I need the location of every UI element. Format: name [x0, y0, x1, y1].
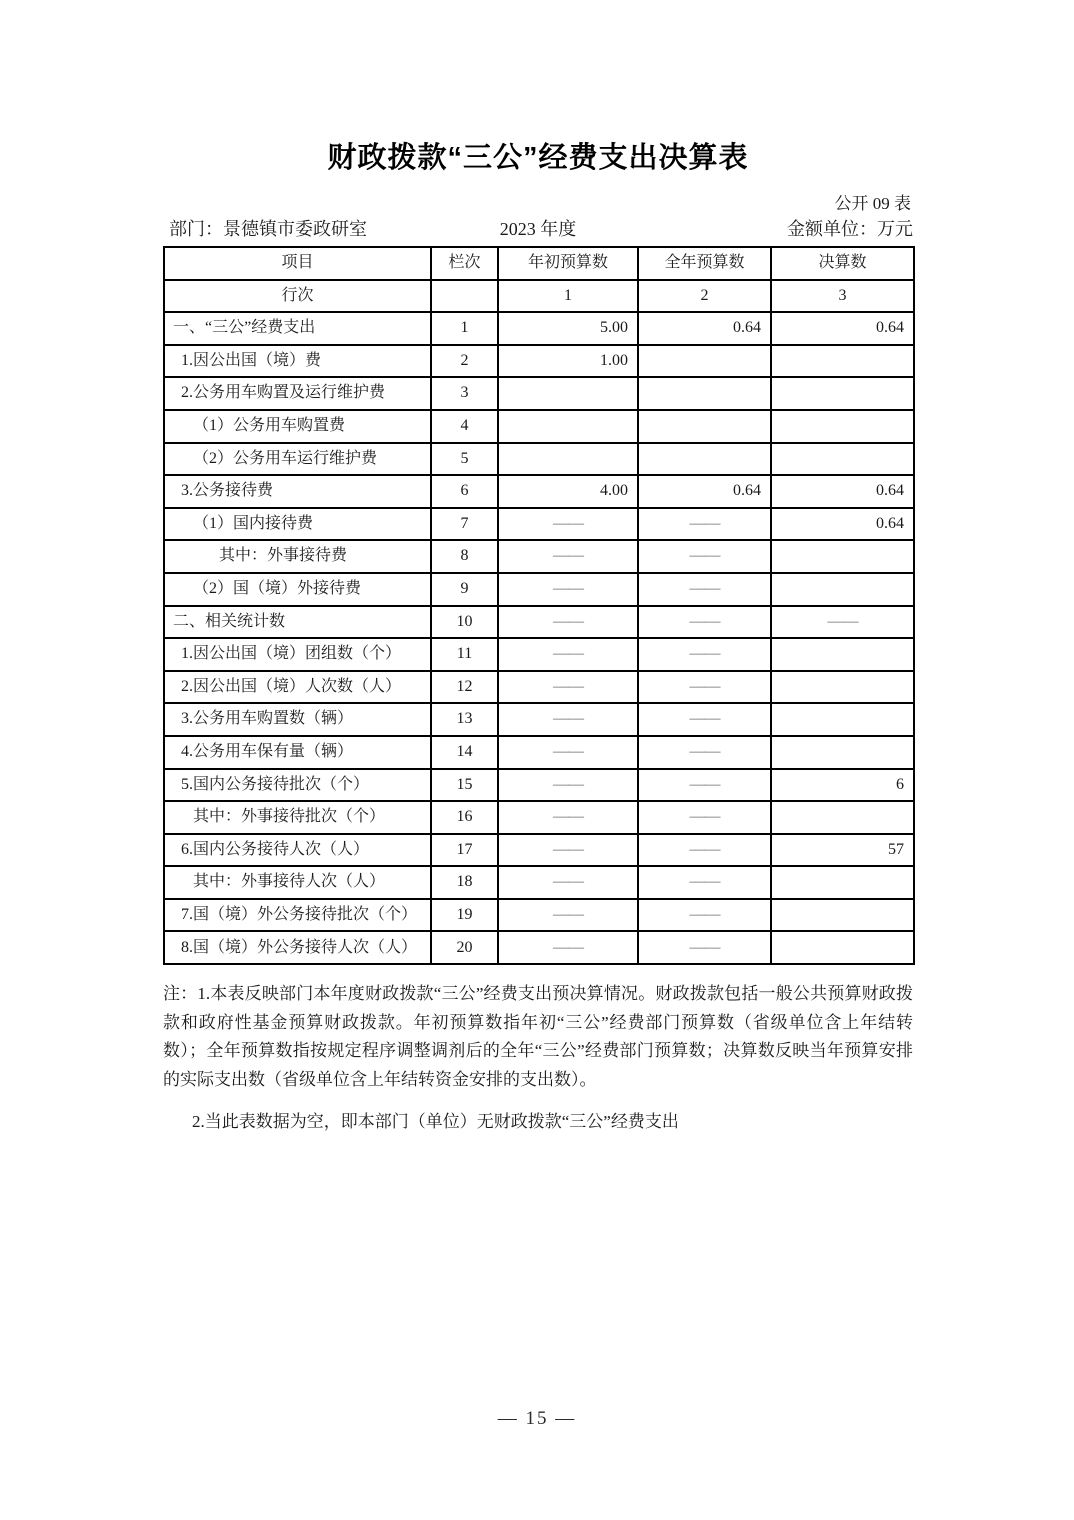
value-cell	[638, 377, 771, 410]
item-cell: 二、相关统计数	[164, 606, 431, 639]
meta-row	[163, 215, 913, 241]
item-cell: （2）公务用车运行维护费	[164, 443, 431, 476]
value-cell: 0.64	[771, 312, 914, 345]
item-cell: 一、“三公”经费支出	[164, 312, 431, 345]
table-row	[164, 801, 914, 834]
value-cell	[638, 345, 771, 378]
expense-table-head	[164, 247, 914, 312]
header-row	[164, 247, 914, 280]
expense-table	[163, 246, 915, 965]
value-cell	[498, 443, 638, 476]
line-number-cell: 7	[431, 508, 498, 541]
department-label: 部门：景德镇市委政研室	[169, 219, 367, 239]
note-1: 注：1.本表反映部门本年度财政拨款“三公”经费支出预决算情况。财政拨款包括一般公共预算财政拨款和政府性基金预算财政拨款。年初预算数指年初“三公”经费部门预算数（省级单位含上年结转数）；全年预算数指按规定程序调整调剂后的全年“三公”经费部门预算数；决算数反映当年预算安排的实际支出数（省级单位含上年结转资金安排的支出数）。	[163, 984, 913, 1089]
line-number-cell: 14	[431, 736, 498, 769]
item-cell: 2.因公出国（境）人次数（人）	[164, 671, 431, 704]
value-cell	[771, 638, 914, 671]
value-cell	[638, 410, 771, 443]
item-cell: （1）国内接待费	[164, 508, 431, 541]
value-cell: ——	[498, 508, 638, 541]
item-cell: 2.公务用车购置及运行维护费	[164, 377, 431, 410]
column-number-row	[164, 280, 914, 313]
item-cell: 其中：外事接待费	[164, 540, 431, 573]
table-row	[164, 377, 914, 410]
value-cell	[771, 410, 914, 443]
table-row	[164, 443, 914, 476]
line-number-cell: 11	[431, 638, 498, 671]
value-cell: ——	[498, 866, 638, 899]
line-number-cell: 9	[431, 573, 498, 606]
value-cell: ——	[638, 899, 771, 932]
page-title: 财政拨款“三公”经费支出决算表	[327, 142, 749, 174]
line-number-cell: 8	[431, 540, 498, 573]
value-cell: ——	[638, 540, 771, 573]
note-2: 2.当此表数据为空，即本部门（单位）无财政拨款“三公”经费支出	[192, 1112, 679, 1131]
value-cell: ——	[498, 834, 638, 867]
value-cell: ——	[498, 703, 638, 736]
value-cell: ——	[638, 834, 771, 867]
value-cell	[771, 377, 914, 410]
amount-unit-label: 金额单位：万元	[787, 219, 913, 239]
value-cell: ——	[498, 769, 638, 802]
table-row	[164, 312, 914, 345]
item-cell: 8.国（境）外公务接待人次（人）	[164, 931, 431, 964]
table-row	[164, 345, 914, 378]
table-row	[164, 508, 914, 541]
value-cell	[498, 410, 638, 443]
item-cell: 6.国内公务接待人次（人）	[164, 834, 431, 867]
value-cell	[771, 443, 914, 476]
value-cell: 57	[771, 834, 914, 867]
value-cell: ——	[498, 606, 638, 639]
value-cell	[771, 540, 914, 573]
table-row	[164, 410, 914, 443]
line-number-cell: 5	[431, 443, 498, 476]
value-cell	[771, 671, 914, 704]
value-cell	[771, 931, 914, 964]
line-number-cell: 2	[431, 345, 498, 378]
table-row	[164, 834, 914, 867]
value-cell: ——	[638, 508, 771, 541]
table-row	[164, 703, 914, 736]
value-cell	[771, 801, 914, 834]
line-number-cell: 17	[431, 834, 498, 867]
notes-section	[163, 980, 913, 1137]
value-cell	[771, 573, 914, 606]
value-cell	[498, 377, 638, 410]
value-cell: ——	[638, 638, 771, 671]
column-header: 项目	[164, 247, 431, 280]
item-cell: 其中：外事接待人次（人）	[164, 866, 431, 899]
column-header: 决算数	[771, 247, 914, 280]
item-cell: （2）国（境）外接待费	[164, 573, 431, 606]
value-cell: 5.00	[498, 312, 638, 345]
value-cell: 0.64	[771, 475, 914, 508]
empty-cell	[431, 280, 498, 313]
fiscal-year-label: 2023 年度	[499, 219, 577, 239]
value-cell: ——	[498, 736, 638, 769]
item-cell: （1）公务用车购置费	[164, 410, 431, 443]
value-cell: ——	[498, 540, 638, 573]
value-cell: ——	[498, 801, 638, 834]
item-cell: 3.公务用车购置数（辆）	[164, 703, 431, 736]
value-cell: ——	[638, 736, 771, 769]
table-row	[164, 638, 914, 671]
table-row	[164, 736, 914, 769]
value-cell: 0.64	[771, 508, 914, 541]
table-row	[164, 540, 914, 573]
item-cell: 1.因公出国（境）费	[164, 345, 431, 378]
expense-table-body	[164, 312, 914, 964]
value-cell: ——	[771, 606, 914, 639]
value-cell: 6	[771, 769, 914, 802]
value-cell	[771, 345, 914, 378]
item-cell: 1.因公出国（境）团组数（个）	[164, 638, 431, 671]
row-label-header: 行次	[164, 280, 431, 313]
table-row	[164, 899, 914, 932]
column-header: 全年预算数	[638, 247, 771, 280]
line-number-cell: 1	[431, 312, 498, 345]
table-row	[164, 606, 914, 639]
table-row	[164, 931, 914, 964]
value-cell: ——	[638, 801, 771, 834]
value-cell: 0.64	[638, 312, 771, 345]
value-cell: ——	[638, 573, 771, 606]
line-number-cell: 13	[431, 703, 498, 736]
line-number-cell: 15	[431, 769, 498, 802]
value-cell	[771, 866, 914, 899]
line-number-cell: 10	[431, 606, 498, 639]
value-cell: 1.00	[498, 345, 638, 378]
value-cell: ——	[498, 573, 638, 606]
table-row	[164, 475, 914, 508]
value-cell	[771, 703, 914, 736]
value-cell	[638, 443, 771, 476]
table-row	[164, 866, 914, 899]
table-row	[164, 573, 914, 606]
value-cell: ——	[638, 703, 771, 736]
page-number: — 15 —	[497, 1408, 577, 1429]
table-row	[164, 671, 914, 704]
line-number-cell: 18	[431, 866, 498, 899]
value-cell: 4.00	[498, 475, 638, 508]
column-number-cell: 3	[771, 280, 914, 313]
value-cell	[771, 736, 914, 769]
item-cell: 3.公务接待费	[164, 475, 431, 508]
value-cell: ——	[498, 671, 638, 704]
value-cell: ——	[498, 899, 638, 932]
item-cell: 其中：外事接待批次（个）	[164, 801, 431, 834]
value-cell: ——	[638, 931, 771, 964]
table-row	[164, 769, 914, 802]
line-number-cell: 6	[431, 475, 498, 508]
value-cell: 0.64	[638, 475, 771, 508]
column-header: 栏次	[431, 247, 498, 280]
column-number-cell: 2	[638, 280, 771, 313]
value-cell: ——	[498, 931, 638, 964]
item-cell: 7.国（境）外公务接待批次（个）	[164, 899, 431, 932]
line-number-cell: 12	[431, 671, 498, 704]
line-number-cell: 4	[431, 410, 498, 443]
line-number-cell: 20	[431, 931, 498, 964]
column-header: 年初预算数	[498, 247, 638, 280]
column-number-cell: 1	[498, 280, 638, 313]
value-cell: ——	[638, 769, 771, 802]
line-number-cell: 16	[431, 801, 498, 834]
value-cell: ——	[638, 866, 771, 899]
value-cell: ——	[638, 671, 771, 704]
line-number-cell: 3	[431, 377, 498, 410]
value-cell: ——	[638, 606, 771, 639]
value-cell: ——	[498, 638, 638, 671]
item-cell: 4.公务用车保有量（辆）	[164, 736, 431, 769]
value-cell	[771, 899, 914, 932]
item-cell: 5.国内公务接待批次（个）	[164, 769, 431, 802]
form-code-label: 公开 09 表	[834, 194, 911, 213]
line-number-cell: 19	[431, 899, 498, 932]
